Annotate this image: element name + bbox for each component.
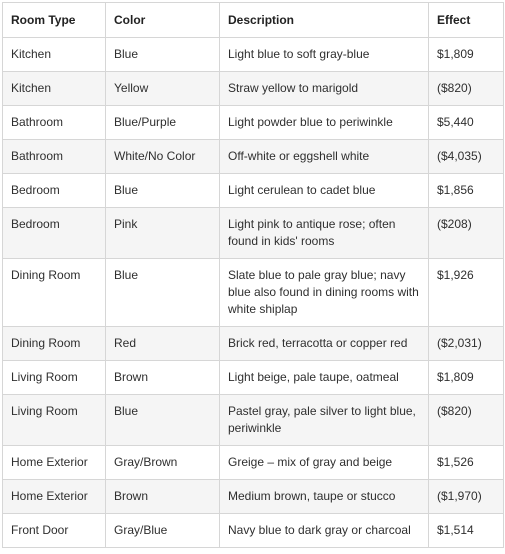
cell-effect: $1,809 <box>429 38 504 72</box>
cell-effect: ($820) <box>429 395 504 446</box>
table-row <box>3 72 504 106</box>
cell-description: Greige – mix of gray and beige <box>220 446 429 480</box>
cell-color: Gray/Blue <box>106 514 220 548</box>
cell-effect: $1,526 <box>429 446 504 480</box>
table-row <box>3 174 504 208</box>
cell-effect: ($4,035) <box>429 140 504 174</box>
table-row <box>3 106 504 140</box>
cell-color: White/No Color <box>106 140 220 174</box>
cell-room-type: Dining Room <box>3 327 106 361</box>
header-effect: Effect <box>429 3 504 38</box>
table-header <box>3 3 504 38</box>
cell-description: Light blue to soft gray-blue <box>220 38 429 72</box>
cell-room-type: Dining Room <box>3 259 106 327</box>
table-row <box>3 259 504 327</box>
cell-description: Slate blue to pale gray blue; navy blue also found in dining rooms with white shiplap <box>220 259 429 327</box>
cell-effect: ($1,970) <box>429 480 504 514</box>
cell-description: Brick red, terracotta or copper red <box>220 327 429 361</box>
cell-description: Off-white or eggshell white <box>220 140 429 174</box>
cell-room-type: Living Room <box>3 361 106 395</box>
cell-effect: $1,926 <box>429 259 504 327</box>
table-row <box>3 514 504 548</box>
cell-color: Yellow <box>106 72 220 106</box>
cell-description: Straw yellow to marigold <box>220 72 429 106</box>
cell-room-type: Front Door <box>3 514 106 548</box>
cell-color: Brown <box>106 480 220 514</box>
paint-color-effect-table <box>2 2 504 548</box>
cell-room-type: Kitchen <box>3 72 106 106</box>
cell-description: Pastel gray, pale silver to light blue, periwinkle <box>220 395 429 446</box>
table-row <box>3 395 504 446</box>
header-row <box>3 3 504 38</box>
cell-color: Blue <box>106 395 220 446</box>
table-row <box>3 361 504 395</box>
table-row <box>3 327 504 361</box>
cell-description: Light powder blue to periwinkle <box>220 106 429 140</box>
cell-color: Gray/Brown <box>106 446 220 480</box>
cell-room-type: Kitchen <box>3 38 106 72</box>
cell-color: Blue/Purple <box>106 106 220 140</box>
cell-description: Light beige, pale taupe, oatmeal <box>220 361 429 395</box>
cell-room-type: Home Exterior <box>3 480 106 514</box>
header-room-type: Room Type <box>3 3 106 38</box>
cell-color: Blue <box>106 174 220 208</box>
table-row <box>3 446 504 480</box>
header-color: Color <box>106 3 220 38</box>
header-description: Description <box>220 3 429 38</box>
cell-effect: $1,809 <box>429 361 504 395</box>
cell-description: Navy blue to dark gray or charcoal <box>220 514 429 548</box>
cell-room-type: Living Room <box>3 395 106 446</box>
table-row <box>3 140 504 174</box>
cell-effect: ($820) <box>429 72 504 106</box>
cell-color: Brown <box>106 361 220 395</box>
table-body <box>3 38 504 548</box>
cell-color: Blue <box>106 259 220 327</box>
cell-room-type: Bedroom <box>3 208 106 259</box>
table-row <box>3 480 504 514</box>
cell-effect: ($208) <box>429 208 504 259</box>
cell-effect: ($2,031) <box>429 327 504 361</box>
cell-description: Light pink to antique rose; often found in kids' rooms <box>220 208 429 259</box>
cell-room-type: Bedroom <box>3 174 106 208</box>
cell-description: Medium brown, taupe or stucco <box>220 480 429 514</box>
cell-description: Light cerulean to cadet blue <box>220 174 429 208</box>
cell-color: Red <box>106 327 220 361</box>
cell-effect: $5,440 <box>429 106 504 140</box>
table-row <box>3 208 504 259</box>
cell-room-type: Bathroom <box>3 140 106 174</box>
cell-room-type: Home Exterior <box>3 446 106 480</box>
cell-effect: $1,514 <box>429 514 504 548</box>
table-row <box>3 38 504 72</box>
cell-color: Pink <box>106 208 220 259</box>
cell-effect: $1,856 <box>429 174 504 208</box>
cell-color: Blue <box>106 38 220 72</box>
cell-room-type: Bathroom <box>3 106 106 140</box>
